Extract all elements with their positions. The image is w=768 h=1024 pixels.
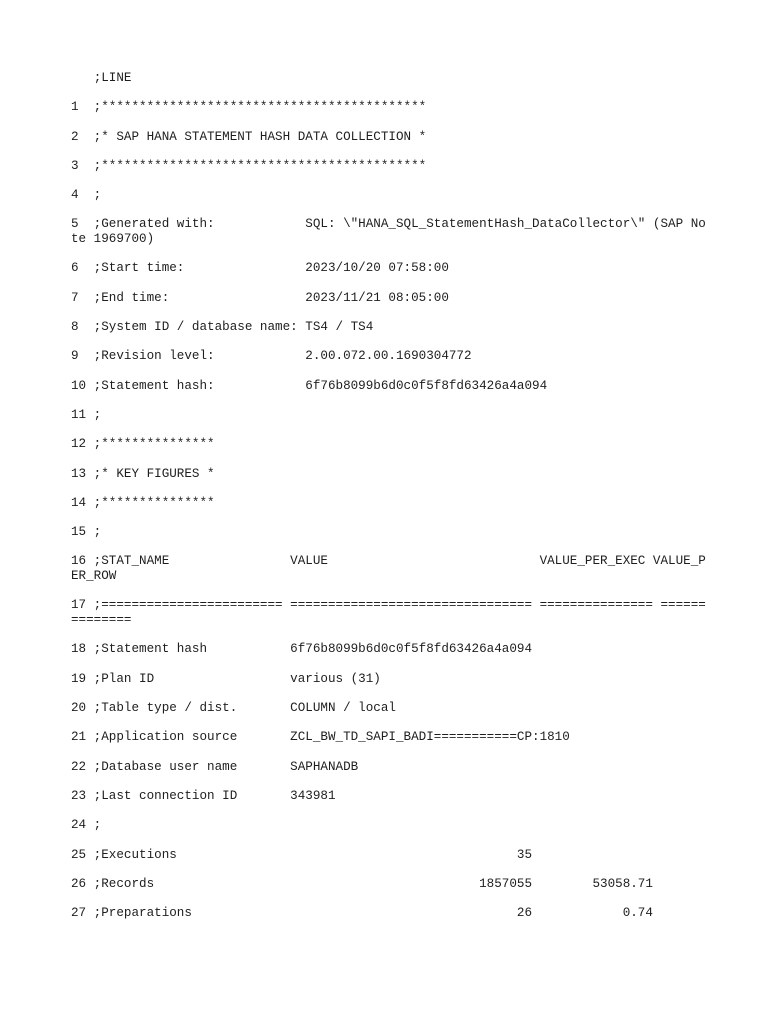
report-line-18: 18 ;Statement hash 6f76b8099b6d0c0f5f8fd63426a4a094	[71, 642, 533, 657]
report-line-19: 19 ;Plan ID various (31)	[71, 671, 381, 686]
report-line-8: 8 ;System ID / database name: TS4 / TS4	[71, 320, 374, 335]
report-line-17: 17 ;======================== ================================ =============== ==============	[71, 598, 706, 628]
report-line-26: 26 ;Records 1857055 53058.71	[71, 876, 653, 891]
report-line-14: 14 ;***************	[71, 495, 215, 510]
report-line-21: 21 ;Application source ZCL_BW_TD_SAPI_BADI===========CP:1810	[71, 730, 570, 745]
report-line-25: 25 ;Executions 35	[71, 847, 533, 862]
report-line-12: 12 ;***************	[71, 437, 215, 452]
report-line-20: 20 ;Table type / dist. COLUMN / local	[71, 701, 396, 716]
report-line-3: 3 ;*******************************************	[71, 158, 427, 173]
report-line-23: 23 ;Last connection ID 343981	[71, 788, 336, 803]
report-line-15: 15 ;	[71, 525, 102, 540]
report-line-2: 2 ;* SAP HANA STATEMENT HASH DATA COLLECTION *	[71, 129, 427, 144]
report-line-5: 5 ;Generated with: SQL: \"HANA_SQL_StatementHash_DataCollector\" (SAP Note 1969700)	[71, 217, 706, 247]
report-line-13: 13 ;* KEY FIGURES *	[71, 466, 215, 481]
report-line-27: 27 ;Preparations 26 0.74	[71, 906, 653, 921]
report-line-24: 24 ;	[71, 818, 102, 833]
report-line-16: 16 ;STAT_NAME VALUE VALUE_PER_EXEC VALUE_PER_ROW	[71, 554, 706, 584]
report-line-9: 9 ;Revision level: 2.00.072.00.1690304772	[71, 349, 472, 364]
report-line-7: 7 ;End time: 2023/11/21 08:05:00	[71, 290, 449, 305]
report-line-1: 1 ;*******************************************	[71, 100, 427, 115]
statement-hash-report	[71, 71, 711, 935]
report-line-6: 6 ;Start time: 2023/10/20 07:58:00	[71, 261, 449, 276]
report-line-22: 22 ;Database user name SAPHANADB	[71, 759, 359, 774]
report-line-4: 4 ;	[71, 188, 102, 203]
report-line-10: 10 ;Statement hash: 6f76b8099b6d0c0f5f8fd63426a4a094	[71, 378, 548, 393]
report-line-header: ;LINE	[71, 71, 132, 85]
report-line-11: 11 ;	[71, 407, 102, 422]
